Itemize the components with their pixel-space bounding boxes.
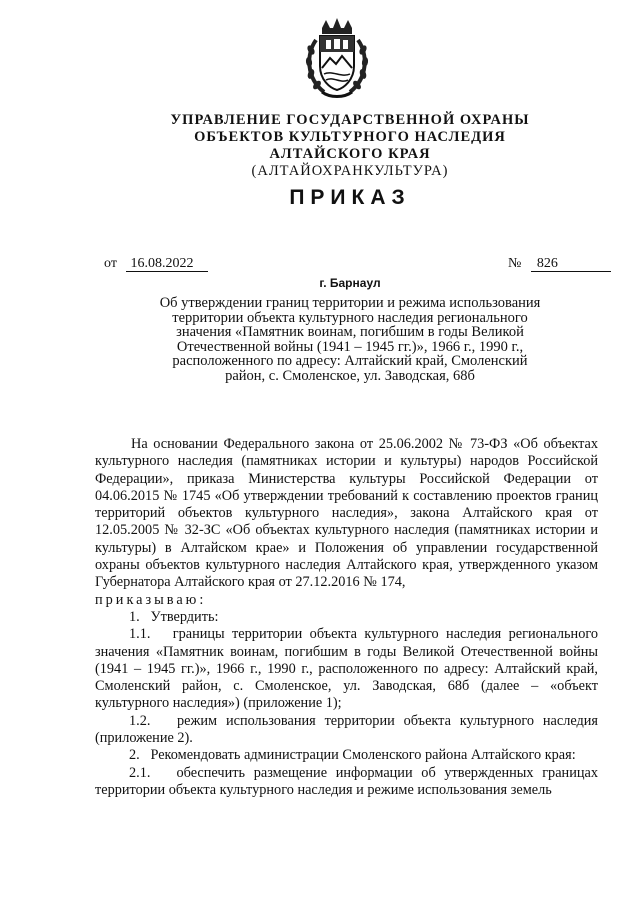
document-type-title: ПРИКАЗ [289, 186, 411, 209]
order-word: приказываю: [95, 591, 207, 608]
org-name-line-4: (АЛТАЙОХРАНКУЛЬТУРА) [251, 163, 449, 179]
subject-line: расположенного по адресу: Алтайский край, Смоленский [172, 353, 528, 369]
number-value: 826 [531, 257, 611, 272]
subject-line: район, с. Смоленское, ул. Заводская, 68б [225, 367, 475, 384]
altai-coat-of-arms-emblem [302, 18, 372, 100]
subject-line: значения «Памятник воинам, погибшим в годы Великой [176, 324, 524, 340]
item-2-1: 2.1. обеспечить размещение информации об утвержденных границах территории объекта культурного наследия и режиме использования земель [95, 764, 598, 798]
org-name-line-1: УПРАВЛЕНИЕ ГОСУДАРСТВЕННОЙ ОХРАНЫ [170, 112, 530, 128]
item-1-2: 1.2. режим использования территории объекта культурного наследия (приложение 2). [95, 712, 598, 747]
date-prefix: от [104, 256, 117, 271]
item-2: 2. Рекомендовать администрации Смоленского района Алтайского края: [129, 747, 576, 764]
preamble-paragraph: На основании Федерального закона от 25.06.2002 № 73-ФЗ «Об объектах культурного наследия (памятниках истории и культуры) народов Российской Федерации», приказа Министерства культуры Российской Федерации от 04.06.2015 № 1745 «Об утверждении требований к составлению проектов границ территорий объектов культурного наследия», закона Алтайского края от 12.05.2005 № 32-ЗС «Об объектах культурного наследия (памятниках истории и культуры) в Алтайском крае» и Положения об управлении государственной охраны объектов культурного наследия Алтайского края, утвержденного указом Губернатора Алтайского края от 27.12.2016 № 174, [95, 436, 598, 591]
city: г. Барнаул [319, 276, 381, 290]
date-value: 16.08.2022 [126, 257, 208, 272]
org-name-line-2: ОБЪЕКТОВ КУЛЬТУРНОГО НАСЛЕДИЯ [194, 129, 506, 145]
order-number [508, 256, 611, 272]
order-date [104, 256, 208, 272]
org-name-line-3: АЛТАЙСКОГО КРАЯ [269, 146, 431, 162]
number-prefix: № [508, 256, 522, 271]
item-1: 1. Утвердить: [129, 608, 219, 625]
subject-line: Отечественной войны (1941 – 1945 гг.)», 1966 г., 1990 г., [176, 338, 524, 355]
order-body [95, 436, 598, 799]
subject-line: территории объекта культурного наследия регионального [172, 309, 528, 326]
item-1-1: 1.1. границы территории объекта культурного наследия регионального значения «Памятник воинам, погибшим в годы Великой Отечественной войны (1941 – 1945 гг.)», 1966 г., 1990 г., расположенного по адресу: Алтайский край, Смоленский район, с. Смоленское, ул. Заводская, 68б (далее – «объект культурного наследия») (приложение 1); [95, 626, 598, 712]
order-subject [110, 296, 590, 383]
subject-line: Об утверждении границ территории и режима использования [159, 295, 541, 311]
